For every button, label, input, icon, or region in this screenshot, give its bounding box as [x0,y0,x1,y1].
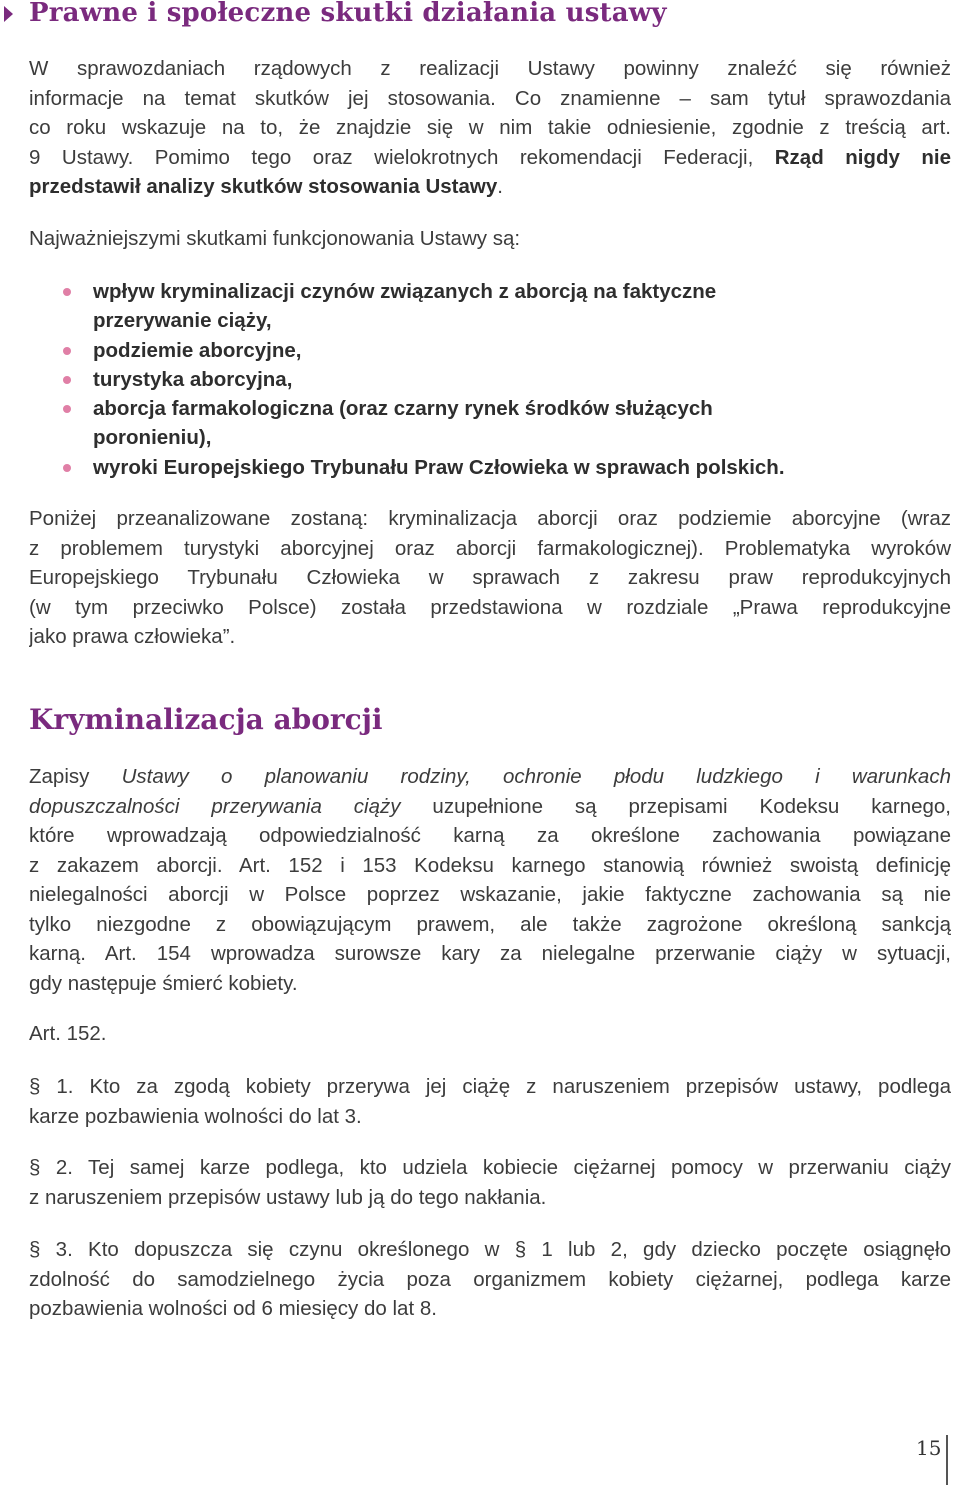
text-line: karze pozbawienia wolności do lat 3. [29,1104,362,1128]
text-line: informacje na temat skutków jej stosowania. Co znamienne – sam tytuł sprawozdania [29,86,951,110]
list-item [60,453,940,482]
text-line: tylko niezgodne z obowiązującym prawem, ale także zagrożone określoną sankcją [29,912,951,936]
list-item-line: poronieniu), [93,426,212,450]
list-item [60,277,940,336]
section-heading-1 [0,0,960,34]
section-title: Prawne i społeczne skutki działania ustawy [29,0,667,28]
text-line: z naruszeniem przepisów ustawy lub ją do tego nakłania. [29,1185,547,1209]
paragraph-criminalization [29,762,951,998]
list-item [60,394,940,453]
text-line: pozbawienia wolności od 6 miesięcy do lat 8. [29,1297,437,1320]
paragraph-section-3 [29,1235,951,1324]
list-item-line: przerywanie ciąży, [93,309,272,333]
text-line: jako prawa człowieka”. [29,625,236,648]
list-item-line: wpływ kryminalizacji czynów związanych z aborcją na faktyczne [93,280,717,303]
text-run: uzupełnione są przepisami Kodeksu karnego, [400,794,951,818]
list-item-line: podziemie aborcyjne, [93,338,302,362]
text-line: nielegalności aborcji w Polsce poprzez wskazanie, jakie faktyczne zachowania są nie [29,883,951,906]
paragraph-effects-intro [29,224,951,254]
text-run: Zapisy [29,765,122,788]
text-line [29,762,951,792]
paragraph-section-2 [29,1153,951,1212]
paragraph-analysis [29,504,951,652]
text-line: W sprawozdaniach rządowych z realizacji Ustawy powinny znaleźć się również [29,57,951,80]
list-item [60,365,940,394]
paragraph-intro [29,54,951,202]
bold-run: Rząd nigdy nie [774,145,951,169]
text-run: . [497,175,503,198]
list-item-line: wyroki Europejskiego Trybunału Praw Człowieka w sprawach polskich. [93,455,785,479]
text-line: Poniżej przeanalizowane zostaną: kryminalizacja aborcji oraz podziemie aborcyjne (wraz [29,507,951,530]
bullet-icon [63,347,71,355]
text-line: gdy następuje śmierć kobiety. [29,971,298,995]
italic-run: dopuszczalności przerywania ciąży [29,794,401,818]
text-line: z zakazem aborcji. Art. 152 i 153 Kodeksu karnego stanowią również swoistą definicję [29,853,951,877]
text-line: Europejskiego Trybunału Człowieka w sprawach z zakresu praw reprodukcyjnych [29,566,951,589]
article-heading [29,1019,951,1049]
text-line: z problemem turystyki aborcyjnej oraz aborcji farmakologicznej). Problematyka wyroków [29,536,951,560]
text-line: karną. Art. 154 wprowadza surowsze kary za nielegalne przerwanie ciąży w sytuacji, [29,942,951,965]
page-number: 15 [916,1436,942,1460]
text-line [29,143,951,173]
bullet-icon [63,464,71,472]
effects-list [60,277,940,482]
text-line [29,172,951,202]
list-item-line: turystyka aborcyjna, [93,367,293,391]
list-item [60,336,940,365]
paragraph-section-1 [29,1072,951,1131]
text-line: § 1. Kto za zgodą kobiety przerywa jej ciążę z naruszeniem przepisów ustawy, podlega [29,1075,951,1098]
text-line: § 2. Tej samej karze podlega, kto udziela kobiecie ciężarnej pomocy w przerwaniu ciąży [29,1156,951,1179]
text-line: co roku wskazuje na to, że znajdzie się w nim takie odniesienie, zgodnie z treścią art. [29,116,951,139]
text-line [29,792,951,822]
text-line: (w tym przeciwko Polsce) została przedstawiona w rozdziale „Prawa reprodukcyjne [29,595,951,619]
italic-run: Ustawy o planowaniu rodziny, ochronie płodu ludzkiego i warunkach [121,765,951,788]
triangle-marker-icon [4,6,13,22]
bold-run: przedstawił analizy skutków stosowania Ustawy [29,175,498,198]
list-item-line: aborcja farmakologiczna (oraz czarny rynek środków służących [93,397,713,421]
text-run: 9 Ustawy. Pomimo tego oraz wielokrotnych rekomendacji Federacji, [29,145,775,169]
text-line: Najważniejszymi skutkami funkcjonowania Ustawy są: [29,227,521,250]
text-line: Art. 152. [29,1022,107,1045]
text-line: § 3. Kto dopuszcza się czynu określonego w § 1 lub 2, gdy dziecko poczęte osiągnęło [29,1238,951,1261]
bullet-icon [63,376,71,384]
page-number-rule [946,1435,948,1485]
bullet-icon [63,288,71,296]
section-title-2: Kryminalizacja aborcji [29,703,383,736]
text-line: zdolność do samodzielnego życia poza organizmem kobiety ciężarnej, podlega karze [29,1267,951,1291]
bullet-icon [63,405,71,413]
text-line: które wprowadzają odpowiedzialność karną za określone zachowania powiązane [29,824,951,847]
